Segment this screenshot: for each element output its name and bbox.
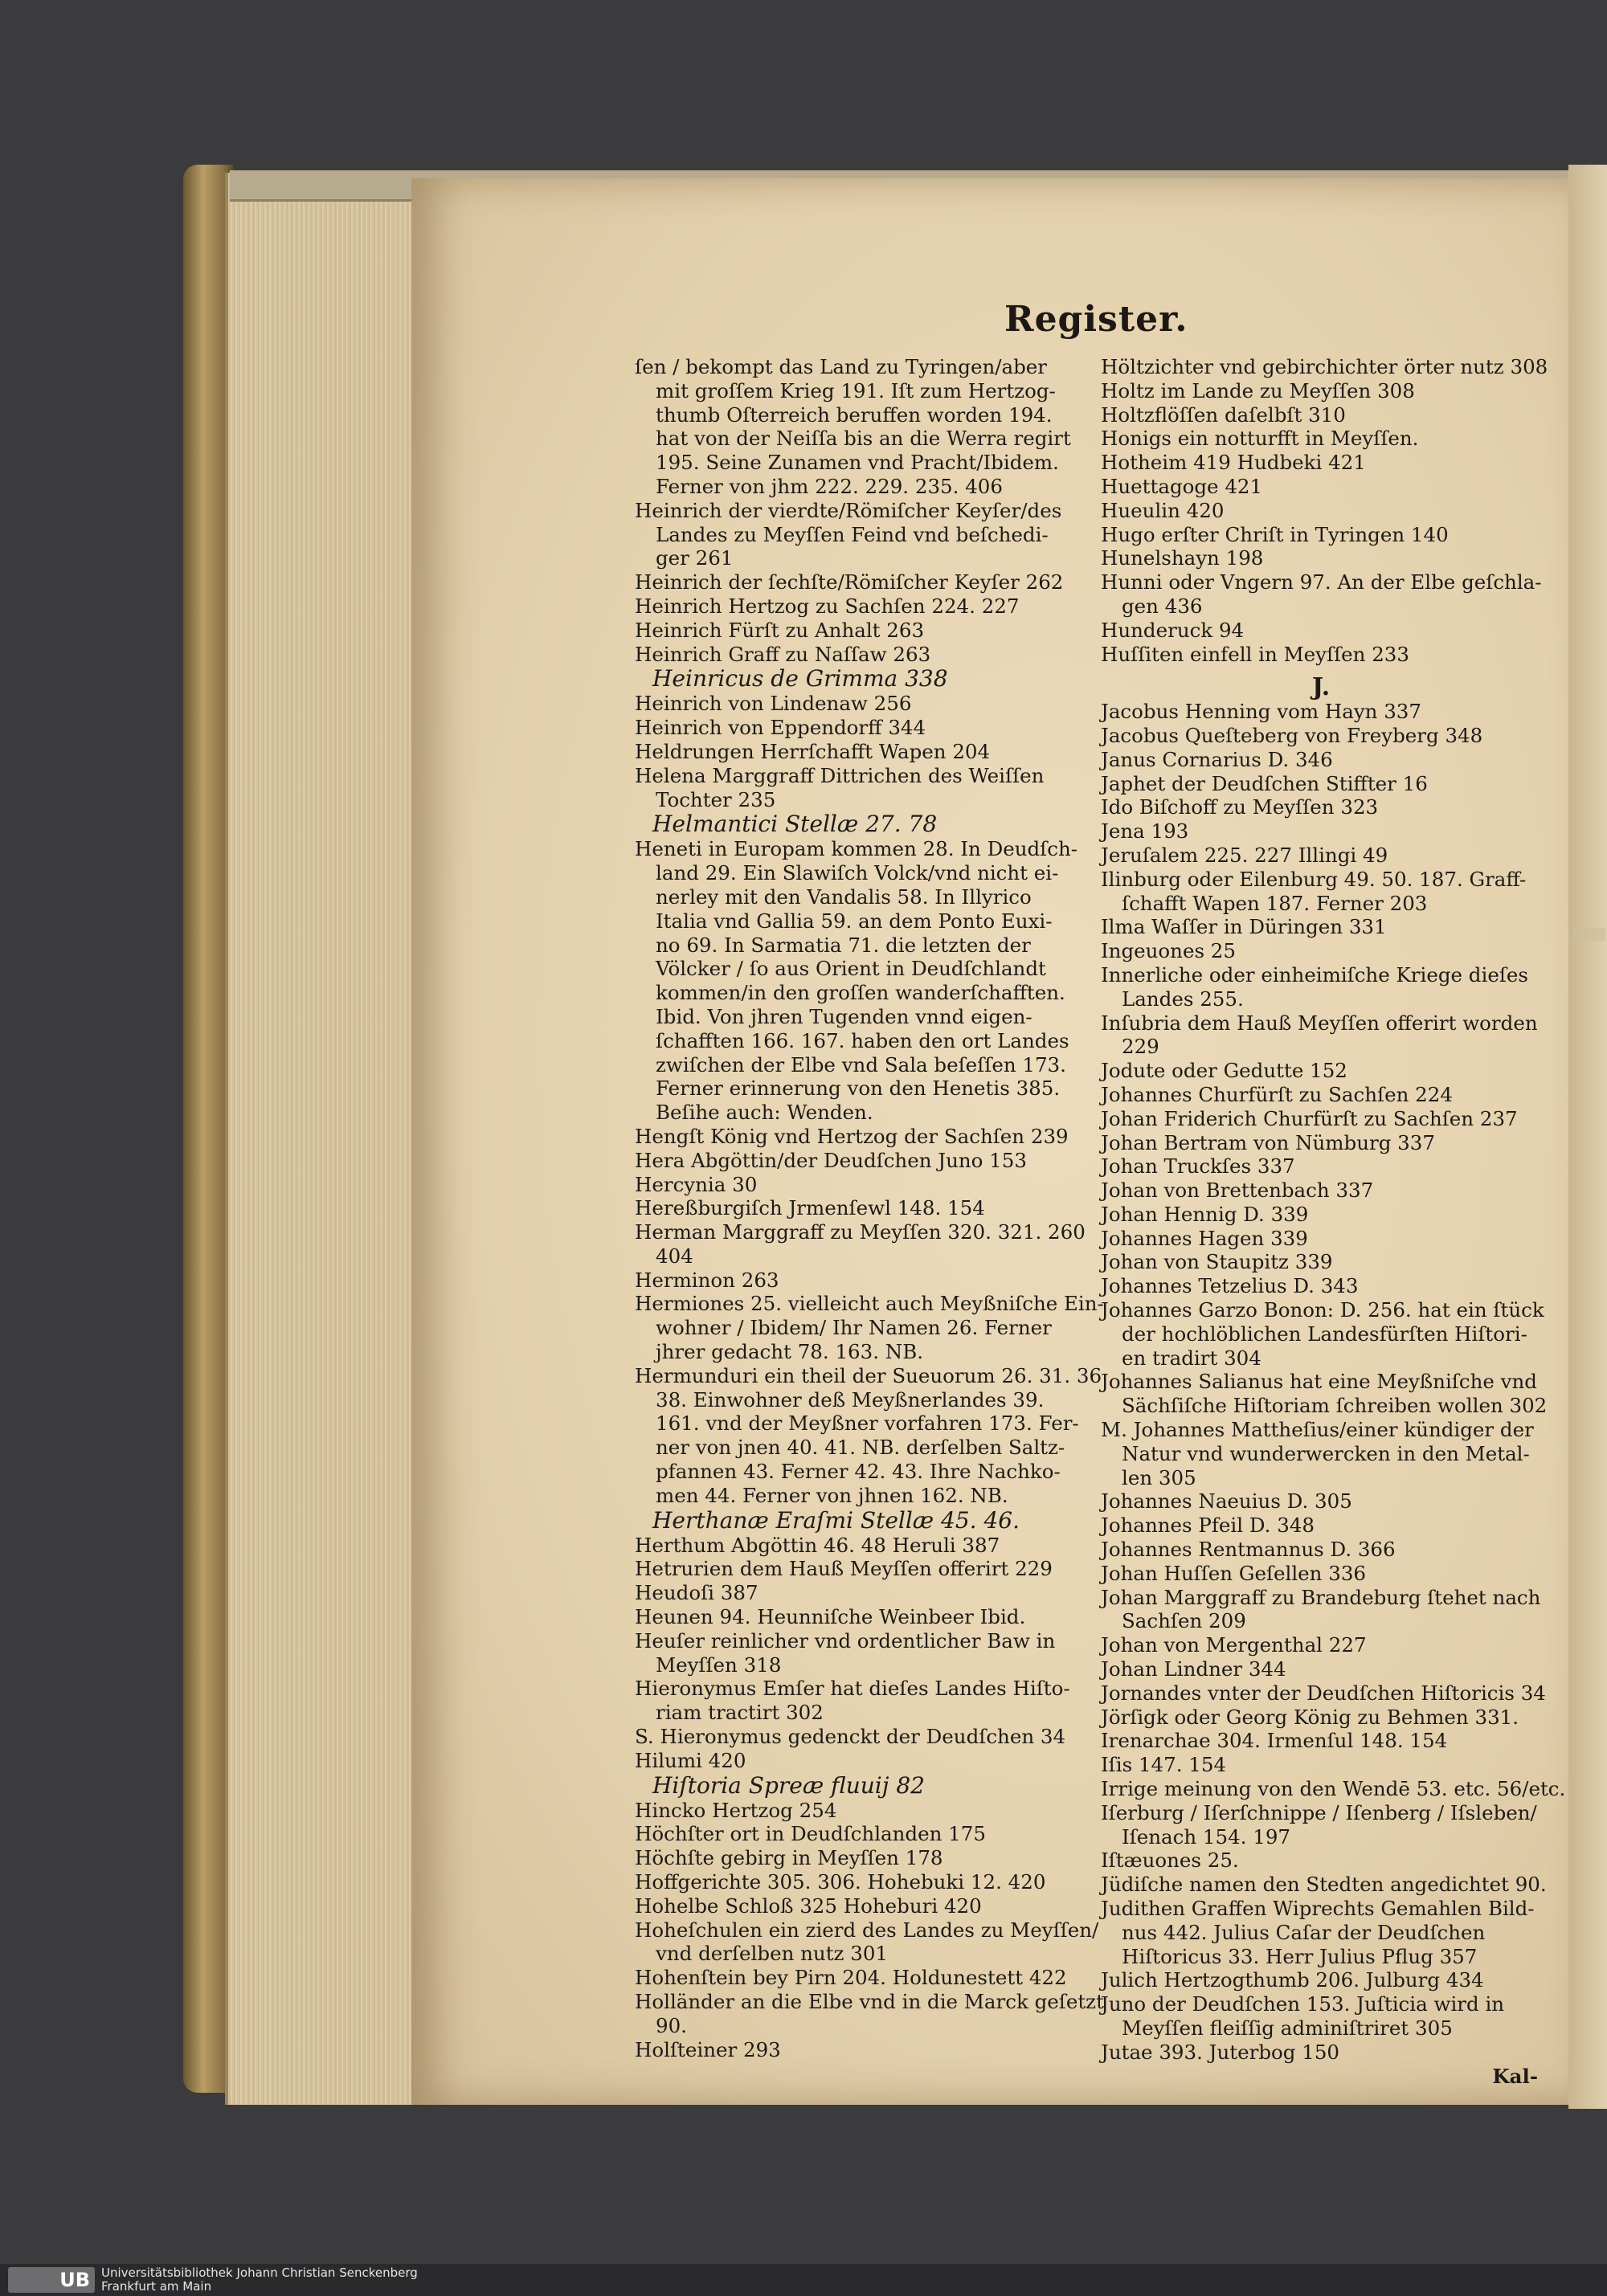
index-entry: 90. (656, 2013, 687, 2037)
index-entry: Johan Friderich Churfürſt zu Sachſen 237 (1101, 1106, 1518, 1130)
index-entry: Höltzichter vnd gebirchichter örter nutz 308 (1101, 355, 1548, 378)
index-entry: Jodute oder Gedutte 152 (1101, 1059, 1347, 1083)
index-entry: Hunni oder Vngern 97. An der Elbe geſchla- (1101, 570, 1542, 594)
index-entry: Hera Abgöttin/der Deudſchen Juno 153 (635, 1148, 1027, 1172)
index-entry: Jacobus Queſteberg von Freyberg 348 (1101, 723, 1483, 747)
index-entry: wohner / Ibidem/ Ihr Namen 26. Ferner (656, 1316, 1052, 1340)
index-entry: Jena 193 (1101, 819, 1189, 844)
index-entry: en tradirt 304 (1122, 1346, 1261, 1370)
index-entry: Inſubria dem Hauß Meyſſen offerirt worden (1101, 1011, 1538, 1035)
index-entry: Jutae 393. Juterbog 150 (1101, 2040, 1340, 2064)
index-entry: Sächſiſche Hiſtoriam ſchreiben wollen 302 (1122, 1394, 1548, 1418)
index-entry: Jacobus Henning vom Hayn 337 (1101, 700, 1421, 724)
index-entry: Heinrich von Lindenaw 256 (635, 692, 912, 716)
index-entry: Holtz im Lande zu Meyſſen 308 (1101, 378, 1415, 402)
index-entry: Heinrich Fürſt zu Anhalt 263 (635, 618, 925, 642)
index-entry: Jörſigk oder Georg König zu Behmen 331. (1101, 1705, 1519, 1729)
index-entry: Jüdiſche namen den Stedten angedichtet 90. (1101, 1873, 1547, 1897)
index-entry: Hetrurien dem Hauß Meyſſen offerirt 229 (635, 1557, 1053, 1581)
index-entry: Ferner von jhm 222. 229. 235. 406 (656, 474, 1003, 498)
index-entry: ſen / bekompt das Land zu Tyringen/aber (635, 355, 1047, 378)
index-entry: Johannes Churfürſt zu Sachſen 224 (1101, 1082, 1453, 1106)
index-entry: Hotheim 419 Hudbeki 421 (1101, 451, 1366, 475)
index-entry: Herthum Abgöttin 46. 48 Heruli 387 (635, 1533, 1000, 1557)
index-entry: len 305 (1122, 1465, 1196, 1489)
index-entry: Johan von Brettenbach 337 (1101, 1179, 1374, 1203)
index-entry: Beſihe auch: Wenden. (656, 1101, 873, 1125)
index-entry: Julich Hertzogthumb 206. Julburg 434 (1101, 1968, 1484, 1992)
index-entry: Innerliche oder einheimiſche Kriege dieſes (1101, 962, 1528, 987)
index-entry: Herman Marggraff zu Meyſſen 320. 321. 260 (635, 1220, 1086, 1244)
index-entry: Heinrich Hertzog zu Sachſen 224. 227 (635, 594, 1020, 618)
index-entry: Huſſiten einfell in Meyſſen 233 (1101, 642, 1409, 666)
facing-page-edge (1568, 165, 1607, 2109)
index-entry: Johan Lindner 344 (1101, 1657, 1286, 1681)
index-entry: Heinrich von Eppendorff 344 (635, 716, 926, 740)
index-entry: Italia vnd Gallia 59. an dem Ponto Euxi- (656, 909, 1053, 933)
index-entry: Johan Huſſen Geſellen 336 (1101, 1561, 1367, 1585)
index-entry: Landes zu Meyſſen Feind vnd beſchedi- (656, 522, 1049, 546)
index-entry: Holtzflöſſen daſelbſt 310 (1101, 402, 1346, 427)
index-entry: hat von der Neiſſa bis an die Werra regirt (656, 427, 1071, 451)
index-entry: Iſerburg / Iſerſchnippe / Iſenberg / Iſsleben/ (1101, 1800, 1537, 1824)
index-entry: 195. Seine Zunamen vnd Pracht/Ibidem. (656, 451, 1059, 475)
index-entry: land 29. Ein Slawiſch Volck/vnd nicht ei- (656, 861, 1059, 885)
index-entry: Johannes Hagen 339 (1101, 1226, 1308, 1250)
index-entry: zwiſchen der Elbe vnd Sala beſeſſen 173. (656, 1052, 1066, 1077)
index-entry: Johan von Staupitz 339 (1101, 1250, 1333, 1274)
index-entry: Hunderuck 94 (1101, 618, 1245, 642)
index-entry: Iſtæuones 25. (1101, 1849, 1239, 1873)
index-entry: riam tractirt 302 (656, 1701, 824, 1725)
catchword: Kal- (1492, 2064, 1538, 2088)
index-entry: 229 (1122, 1035, 1159, 1059)
index-entry: Judithen Graffen Wiprechts Gemahlen Bild- (1101, 1897, 1535, 1920)
index-entry: Hincko Hertzog 254 (635, 1798, 837, 1822)
page-edges (225, 173, 421, 2105)
index-entry: mit groſſem Krieg 191. Iſt zum Hertzog- (656, 378, 1056, 402)
index-entry: Ingeuones 25 (1101, 939, 1236, 963)
index-entry: Hunelshayn 198 (1101, 546, 1264, 570)
index-entry: 404 (656, 1244, 693, 1268)
index-entry: Hilumi 420 (635, 1748, 746, 1772)
index-entry: Johan von Mergenthal 227 (1101, 1633, 1367, 1657)
index-entry: Hermunduri ein theil der Sueuorum 26. 31. 36 (635, 1363, 1102, 1387)
index-entry: no 69. In Sarmatia 71. die letzten der (656, 933, 1031, 957)
index-entry: Hoheſchulen ein zierd des Landes zu Meyſſen/ (635, 1918, 1099, 1942)
index-entry: Heuſer reinlicher vnd ordentlicher Baw in (635, 1628, 1056, 1653)
index-entry: Jornandes vnter der Deudſchen Hiſtoricis 34 (1101, 1681, 1546, 1705)
index-entry: Hengſt König vnd Hertzog der Sachſen 239 (635, 1124, 1069, 1148)
index-entry: Helmantici Stellæ 27. 78 (652, 811, 938, 838)
index-entry: Herthanæ Eraſmi Stellæ 45. 46. (652, 1506, 1020, 1534)
index-entry: Johannes Naeuius D. 305 (1101, 1489, 1352, 1514)
index-entry: ner von jnen 40. 41. NB. derſelben Saltz- (656, 1436, 1065, 1460)
library-name (101, 2266, 418, 2294)
index-entry: jhrer gedacht 78. 163. NB. (656, 1340, 924, 1364)
index-entry: Heunen 94. Heunniſche Weinbeer Ibid. (635, 1605, 1026, 1629)
index-entry: 161. vnd der Meyßner vorfahren 173. Fer- (656, 1412, 1079, 1436)
index-entry: Heinrich der ſechſte/Römiſcher Keyſer 262 (635, 570, 1064, 594)
index-entry: ger 261 (656, 546, 734, 570)
index-entry: Ido Biſchoff zu Meyſſen 323 (1101, 795, 1379, 819)
index-entry: Hugo erſter Chriſt in Tyringen 140 (1101, 522, 1449, 546)
index-entry: Hueulin 420 (1101, 498, 1225, 522)
index-entry: Helena Marggraff Dittrichen des Weiſſen (635, 763, 1045, 787)
index-entry: Heinrich Graff zu Naſſaw 263 (635, 642, 931, 666)
index-entry: Johannes Rentmannus D. 366 (1101, 1538, 1396, 1562)
index-entry: Irrige meinung von den Wendē 53. etc. 56/etc. (1101, 1777, 1566, 1801)
index-entry: vnd derſelben nutz 301 (656, 1942, 888, 1966)
index-entry: Johan Bertram von Nümburg 337 (1101, 1130, 1435, 1154)
index-entry: Johan Truckſes 337 (1101, 1154, 1295, 1179)
index-entry: Juno der Deudſchen 153. Juſticia wird in (1101, 1992, 1505, 2016)
index-entry: Jeruſalem 225. 227 Illingi 49 (1101, 843, 1388, 867)
index-entry: Hermiones 25. vielleicht auch Meyßniſche Ein- (635, 1292, 1104, 1316)
index-entry: nus 442. Julius Caſar der Deudſchen (1122, 1920, 1486, 1944)
index-entry: Natur vnd wunderwercken in den Metal- (1122, 1441, 1530, 1465)
index-entry: Holſteiner 293 (635, 2037, 781, 2061)
index-entry: Völcker / ſo aus Orient in Deudſchlandt (656, 957, 1046, 981)
viewer-footer (0, 2264, 1607, 2296)
index-entry: Johan Hennig D. 339 (1101, 1202, 1309, 1226)
library-name-line: Universitätsbibliothek Johann Christian Senckenberg (101, 2265, 418, 2280)
index-entry: S. Hieronymus gedenckt der Deudſchen 34 (635, 1725, 1066, 1749)
index-entry: Japhet der Deudſchen Stiffter 16 (1101, 771, 1428, 795)
index-entry: Hercynia 30 (635, 1172, 758, 1196)
index-entry: Hohelbe Schloß 325 Hoheburi 420 (635, 1894, 982, 1918)
index-entry: Honigs ein notturfft in Meyſſen. (1101, 427, 1419, 451)
index-entry: Johannes Pfeil D. 348 (1101, 1514, 1315, 1538)
index-entry: Johan Marggraff zu Brandeburg ſtehet nach (1101, 1585, 1541, 1609)
index-entry: M. Johannes Mattheſius/einer kündiger der (1101, 1418, 1534, 1442)
index-column-right (1101, 355, 1566, 2088)
index-entry: Heudoſi 387 (635, 1581, 759, 1605)
index-entry: der hochlöblichen Landesfürſten Hiſtori- (1122, 1322, 1527, 1346)
index-entry: Iſenach 154. 197 (1122, 1824, 1291, 1849)
index-entry: Irenarchae 304. Irmenſul 148. 154 (1101, 1729, 1448, 1753)
index-entry: Ferner erinnerung von den Henetis 385. (656, 1077, 1061, 1101)
index-entry: Hoffgerichte 305. 306. Hohebuki 12. 420 (635, 1870, 1046, 1894)
index-entry: gen 436 (1122, 594, 1203, 618)
index-entry: Meyſſen fleiſſig adminiſtriret 305 (1122, 2016, 1453, 2040)
index-entry: Janus Cornarius D. 346 (1101, 747, 1333, 771)
index-entry: Johannes Tetzelius D. 343 (1101, 1274, 1359, 1298)
page-title: Register. (1004, 299, 1188, 340)
index-entry: Herminon 263 (635, 1268, 779, 1292)
index-entry: Johannes Garzo Bonon: D. 256. hat ein ſtück (1101, 1298, 1544, 1322)
index-entry: Höchſter ort in Deudſchlanden 175 (635, 1822, 986, 1846)
index-entry: Hereßburgiſch Jrmenſewl 148. 154 (635, 1196, 985, 1220)
index-entry: Hohenſtein bey Pirn 204. Holdunestett 422 (635, 1966, 1067, 1990)
index-entry: Hiſtoricus 33. Herr Julius Pflug 357 (1122, 1944, 1478, 1968)
index-entry: Ilma Waſſer in Düringen 331 (1101, 915, 1387, 939)
index-entry: Holländer an die Elbe vnd in die Marck geſetzt (635, 1990, 1104, 2013)
index-entry: ſchafft Wapen 187. Ferner 203 (1122, 891, 1428, 915)
section-letter: J. (1311, 673, 1331, 702)
index-entry: kommen/in den groſſen wanderſchafften. (656, 981, 1065, 1005)
index-column-left (635, 355, 1104, 2061)
index-entry: Johannes Salianus hat eine Meyßniſche vnd (1101, 1370, 1537, 1394)
index-entry: Iſis 147. 154 (1101, 1753, 1227, 1777)
index-entry: Huettagoge 421 (1101, 474, 1263, 498)
index-entry: ſchafften 166. 167. haben den ort Landes (656, 1028, 1069, 1052)
index-entry: men 44. Ferner von jhnen 162. NB. (656, 1483, 1008, 1507)
index-entry: 38. Einwohner deß Meyßnerlandes 39. (656, 1387, 1045, 1412)
index-entry: Hieronymus Emſer hat dieſes Landes Hiſto- (635, 1677, 1070, 1701)
index-entry: Hiſtoria Spreæ fluuij 82 (652, 1771, 925, 1799)
index-entry: Meyſſen 318 (656, 1653, 782, 1677)
index-entry: Heldrungen Herrſchafft Wapen 204 (635, 739, 991, 763)
index-entry: Heneti in Europam kommen 28. In Deudſch- (635, 837, 1078, 861)
index-entry: pfannen 43. Ferner 42. 43. Ihre Nachko- (656, 1460, 1061, 1484)
index-entry: Höchſte gebirg in Meyſſen 178 (635, 1846, 943, 1870)
index-entry: Heinrich der vierdte/Römiſcher Keyſer/des (635, 498, 1062, 522)
index-entry: Landes 255. (1122, 987, 1244, 1011)
index-entry: thumb Oſterreich beruffen worden 194. (656, 402, 1053, 427)
index-entry: Sachſen 209 (1122, 1609, 1246, 1633)
index-entry: nerley mit den Vandalis 58. In Illyrico (656, 884, 1032, 909)
library-logo[interactable]: UB (8, 2267, 95, 2293)
index-entry: Tochter 235 (656, 787, 776, 811)
index-entry: Ilinburg oder Eilenburg 49. 50. 187. Graff- (1101, 867, 1527, 891)
index-entry: Ibid. Von jhren Tugenden vnnd eigen- (656, 1004, 1032, 1028)
index-entry: Heinricus de Grimma 338 (652, 665, 948, 692)
library-city-line: Frankfurt am Main (101, 2279, 212, 2294)
